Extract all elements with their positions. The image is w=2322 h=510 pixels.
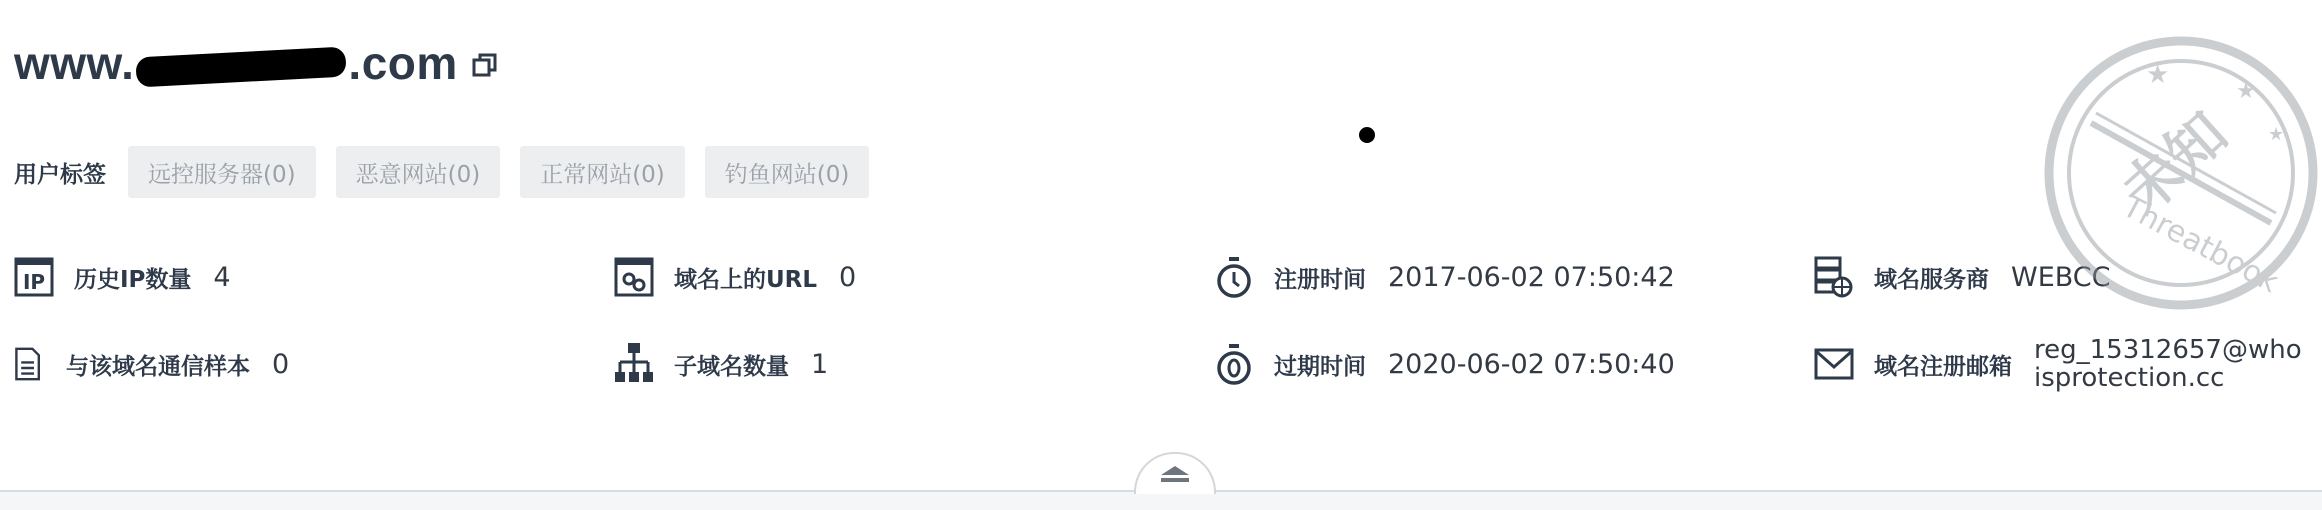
registration-time-value: 2017-06-02 07:50:42 <box>1388 261 1675 293</box>
tag-malicious-site[interactable]: 恶意网站(0) <box>336 146 501 198</box>
registrar-label: 域名服务商 <box>1874 266 1989 293</box>
svg-text:IP: IP <box>22 270 46 294</box>
ip-icon <box>14 255 54 299</box>
stamp-star-icon: ★ <box>2146 60 2170 90</box>
stat-subdomains <box>614 340 828 388</box>
stamp-main-text: 未知 <box>2108 99 2241 228</box>
tag-remote-control-server[interactable]: 远控服务器(0) <box>128 146 316 198</box>
link-icon <box>614 255 654 299</box>
threatbook-stamp <box>2036 28 2322 318</box>
registration-email-label: 域名注册邮箱 <box>1874 353 2012 380</box>
document-icon <box>14 342 46 386</box>
stamp-star-icon: ★ <box>2236 79 2256 104</box>
registration-time-label: 注册时间 <box>1274 266 1366 293</box>
stat-registration-email <box>1814 335 2304 393</box>
communication-samples-value[interactable]: 0 <box>272 348 290 380</box>
domain-suffix: .com <box>348 37 458 89</box>
stopwatch-icon <box>1214 255 1254 299</box>
redaction-mark <box>136 47 347 88</box>
history-ip-label: 历史IP数量 <box>74 266 192 293</box>
mail-icon <box>1814 342 1854 386</box>
stat-registration-time <box>1214 253 1675 301</box>
tag-normal-site[interactable]: 正常网站(0) <box>520 146 685 198</box>
expiration-time-value: 2020-06-02 07:50:40 <box>1388 348 1675 380</box>
history-ip-value[interactable]: 4 <box>213 261 231 293</box>
stat-history-ip <box>14 253 231 301</box>
domain-prefix: www. <box>14 37 135 89</box>
hierarchy-icon <box>614 342 654 386</box>
user-tags <box>14 146 889 198</box>
bottom-area <box>0 492 2322 510</box>
collapse-button[interactable] <box>1134 452 1216 494</box>
server-globe-icon <box>1814 255 1854 299</box>
domain-title <box>14 36 498 90</box>
expiration-time-label: 过期时间 <box>1274 353 1366 380</box>
stat-communication-samples <box>14 340 289 388</box>
stat-expiration-time <box>1214 340 1675 388</box>
registration-email-value: reg_15312657@whoisprotection.cc <box>2034 335 2302 393</box>
registrar-value: WEBCC <box>2011 261 2111 293</box>
user-tags-label: 用户标签 <box>14 161 106 188</box>
collapse-up-icon <box>1157 463 1193 485</box>
stat-domain-url <box>614 253 856 301</box>
domain-url-value[interactable]: 0 <box>839 261 857 293</box>
cursor-dot <box>1359 127 1375 143</box>
domain-url-label: 域名上的URL <box>674 266 818 293</box>
subdomains-value[interactable]: 1 <box>811 348 829 380</box>
copy-icon[interactable] <box>472 52 498 78</box>
stamp-star-icon: ★ <box>2268 124 2285 145</box>
subdomains-label: 子域名数量 <box>674 353 789 380</box>
stopwatch-zero-icon <box>1214 342 1254 386</box>
communication-samples-label: 与该域名通信样本 <box>66 353 250 380</box>
stamp-brand-text: Threatbook <box>2116 189 2285 301</box>
tag-phishing-site[interactable]: 钓鱼网站(0) <box>705 146 870 198</box>
